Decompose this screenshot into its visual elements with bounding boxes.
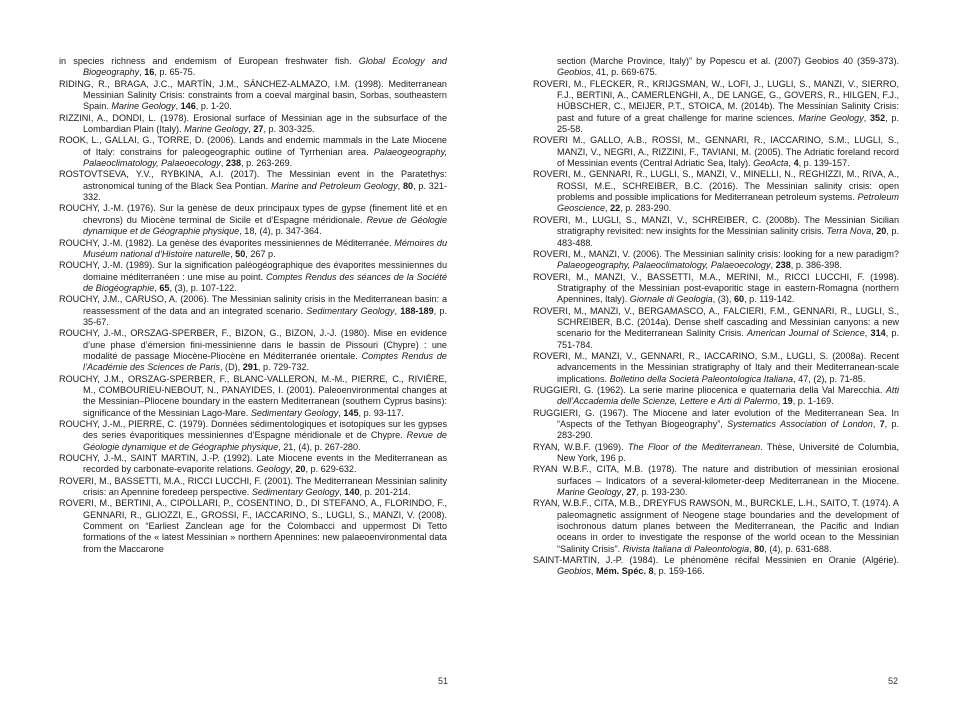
reference-volume: 19 [782,396,793,407]
reference-separator: , [871,226,877,237]
reference-volume: 238 [225,158,242,169]
reference-volume: 291 [242,362,258,373]
reference-journal: Geobios [557,566,591,577]
reference-separator: , [788,158,794,169]
reference-details: , (3), [712,294,734,305]
reference-authors-title: ROVERI, M., LUGLI, S., MANZI, V., SCHREIBER, C. (2008b). The Messinian Sicilian stratigraphy revisited: new insights for the Messinian salinity crisis. [533,214,899,237]
reference-separator: , [770,260,776,271]
reference-volume: 16 [144,67,155,78]
reference-authors-title: section (Marche Province, Italy)” by Popescu et al. (2007) Geobios 40 (359-373). [557,56,899,66]
reference-volume: 188-189 [400,305,434,316]
reference-details: , p. 193-230. [636,487,688,498]
reference-details: , (4), p. 631-688. [764,543,832,554]
reference-authors-title: SAINT-MARTIN, J.-P. (1984). Le phénomène récifal Messinien en Oranie (Algérie). [533,555,899,566]
reference-entry [59,135,447,169]
reference-journal: Geology [256,464,291,475]
reference-pages: , p. 729-732. [257,362,309,373]
reference-volume: 80 [754,543,765,554]
reference-separator: , [590,566,596,577]
reference-details: , p. 321-332. [83,180,447,203]
reference-volume: 60 [733,294,745,305]
reference-entry [59,238,447,261]
reference-volume: 65 [159,282,170,293]
reference-entry [59,453,447,476]
reference-journal: Marine and Petroleum Geology [270,180,398,191]
reference-entry [533,56,899,79]
right-reference-list [533,56,899,578]
reference-separator: , [605,203,611,214]
reference-journal: Marine Geology [557,487,622,498]
reference-authors-title: ROVERI, M., BASSETTI, M.A., RICCI LUCCHI, F. (2001). The Mediterranean Messinian salinity crisis: an Apennine foredeep perspective. [59,475,447,498]
reference-separator: , [621,487,627,498]
reference-entry [59,476,447,499]
reference-authors-title: ROVERI, M., GENNARI, R., LUGLI, S., MANZI, V., MINELLI, N., REGHIZZI, M., RIVA, A., ROSSI, M.E., SCHREIBER, B.C. (2016). The Messinian salinity crisis: open problems and possible implications for Mediterranean petroleum systems. [533,169,899,203]
reference-journal: Palaeogeography, Palaeoclimatology, Palaeoecology [557,260,771,271]
reference-entry [533,442,899,465]
reference-journal: The Floor of the Mediterranean [627,441,761,452]
reference-separator: , [872,419,880,429]
reference-pages: , p. 119-142. [744,294,795,305]
reference-authors-title: ROVERI M., GALLO, A.B., ROSSI, M., GENNARI, R., IACCARINO, S.M., LUGLI, S., MANZI, V., NEGRI, A., RIZZINI, F., TAVIANI, M. (2005). The Adriatic foreland record of Messinian events (Central Adriatic Sea, Italy). [533,135,899,169]
reference-entry [59,419,447,453]
reference-authors-title: ROUCHY, J.M., CARUSO, A. (2006). The Messinian salinity crisis in the Mediterranean basin: a reassessment of the data and an integrated scenario. [59,294,447,316]
reference-details: , p. 139-157. [798,158,850,169]
reference-authors-title: ROSTOVTSEVA, Y.V., RYBKINA, A.I. (2017). The Messinian event in the Paratethys: astronomical tuning of the Black Sea Pontian. [59,169,447,191]
reference-journal: Atti dell’Accademia delle Scienze, Lettere e Arti di Palermo [557,384,899,407]
reference-separator: , [175,101,181,112]
reference-entry [533,306,899,351]
reference-journal: Global Ecology and Biogeography [83,56,447,78]
reference-details: , p. 159-166. [653,566,705,577]
reference-volume: 20 [876,226,887,237]
reference-volume: 352 [870,112,886,123]
reference-authors-title: ROVERI, M., FLECKER, R., KRIJGSMAN, W., LOFI, J., LUGLI, S., MANZI, V., SIERRO, F.J., BERTINI, A., CAMERLENGHI, A., DE LANGE, G., GOVERS, R., HILGEN, F.J., HÜBSCHER, C., MEIJER, P.T., STOICA, M. (2014b). The Messinian Salinity Crisis: past and future of a great challenge for marine sciences. [533,78,899,123]
reference-volume: 146 [180,101,196,112]
reference-separator: , [864,328,871,339]
reference-entry [59,203,447,237]
reference-separator: , [220,158,226,169]
reference-entry [533,464,899,498]
reference-details: , p. 283-290. [620,203,672,214]
reference-details: , p. 283-290. [557,419,899,441]
reference-entry [59,169,447,203]
reference-separator: , [339,487,345,498]
reference-authors-title: ROVERI, M., MANZI, V. (2006). The Messinian salinity crisis: looking for a new paradigm? [533,248,899,259]
reference-journal: American Journal of Science [747,328,865,339]
reference-authors-title: ROVERI, M., MANZI, V., BERGAMASCO, A., FALCIERI, F.M., GENNARI, R., LUGLI, S., SCHREIBER, B.C. (2014a). Dense shelf cascading and Messinian canyons: a new scenario for the Mediterranean Salinity Crisis. [533,305,899,339]
right-page [480,0,960,720]
reference-entry [533,498,899,555]
reference-journal: Bolletino della Società Paleontologica Italiana [609,373,794,384]
reference-journal: Sedimentary Geology [250,407,339,418]
reference-separator: , [394,305,401,316]
reference-entry [533,351,899,385]
reference-volume: 140 [344,487,360,498]
reference-volume: 80 [402,180,414,191]
reference-entry [59,498,447,555]
reference-volume: 145 [343,407,359,418]
reference-authors-title: RUGGIERI, G. (1967). The Miocene and later evolution of the Mediterranean Sea. In “Aspects of the Tethyan Biogeography”, [533,407,899,429]
reference-entry [59,374,447,419]
reference-authors-title: ROOK, L., GALLAI, G., TORRE, D. (2006). Lands and endemic mammals in the Late Miocene of Italy: constrains for paleogeographic outline of Tyrrhenian area. [59,135,447,157]
reference-authors-title: RIDING, R., BRAGA, J.C., MARTÍN, J.M., SÁNCHEZ-ALMAZO, I.M. (1998). Mediterranean Messinian Salinity Crisis: constraints from a coeval marginal basin, Sorbas, southeastern Spain. [59,78,447,112]
reference-entry [533,385,899,408]
reference-entry [533,272,899,306]
reference-journal: Marine Geology [798,112,864,123]
reference-details: , 41, p. 669-675. [590,67,658,78]
reference-volume: 22 [610,203,621,214]
reference-details: , (D), [219,362,243,373]
reference-authors-title: ROVERI, M., MANZI, V., BASSETTI, M.A., MERINI, M., RICCI LUCCHI, F. (1998). Stratigraphy of the Messinian post-evaporitic stage in eastern-Romagna (northern Apennines, Italy). [533,271,899,305]
right-page-number: 52 [888,676,899,686]
reference-authors-title: RUGGIERI, G. (1962). La serie marine pliocenica e quaternaria della Val Marecchia. [533,384,886,395]
reference-entry [533,79,899,136]
reference-separator: , [290,464,296,475]
reference-entry [533,249,899,272]
reference-separator: , [749,543,755,554]
reference-separator: , [248,124,254,135]
reference-authors-title: ROUCHY, J.-M., PIERRE, C. (1979). Données sédimentologiques et isotopiques sur les gypses des series évaporitiques messiniennes d’Espagne méridionale et de Chypre. [59,419,447,441]
reference-separator: , [338,407,344,418]
reference-entry [59,79,447,113]
reference-authors-title: ROUCHY, J.-M., SAINT MARTIN, J.-P. (1992). Late Miocene events in the Mediterranean as recorded by carbonate-evaporite relations. [59,453,447,475]
reference-entry [59,328,447,373]
reference-details: , 18, (4), p. 347-364. [239,226,322,237]
reference-journal: Palaeogeography, Palaeoclimatology, Palaeoecology [83,146,447,169]
reference-separator: , [154,282,160,293]
reference-volume: 4 [793,158,799,169]
reference-details: , p. 65-75. [154,67,196,78]
reference-authors-title: ROUCHY, J.-M. (1976). Sur la genèse de deux principaux types de gypse (finement lité et en chevrons) du Miocène terminal de Sicile et d’Espagne méridionale. [59,203,447,225]
reference-details: . Thèse, Université de Columbia, New York, 196 p. [557,441,899,464]
reference-volume: 27 [253,124,264,135]
reference-authors-title: RYAN, W.B.F. (1969). [533,441,628,452]
reference-journal: Revue de Géologie dynamique et de Géographie physique [83,214,447,237]
reference-details: , p. 483-488. [557,226,900,248]
reference-details: , p. 751-784. [557,328,900,350]
reference-authors-title: ROUCHY, J.-M. (1982). La genèse des évaporites messiniennes de Méditerranée. [59,237,395,248]
reference-volume: 314 [870,328,886,339]
reference-journal: Mémoires du Muséum national d’Histoire naturelle [83,237,448,259]
reference-journal: Systematics Association of London [727,419,873,429]
reference-journal: Comptes Rendus des séances de la Société de Biogéographie [83,271,447,293]
reference-separator: , [863,112,870,123]
reference-authors-title: ROVERI, M., MANZI, V., GENNARI, R., IACCARINO, S.M., LUGLI, S. (2008a). Recent advancements in the Messinian stratigraphy of Italy and their Mediterranean-scale implications. [533,350,899,384]
reference-journal: Sedimentary Geology [251,487,340,498]
reference-authors-title: RYAN W.B.F., CITA, M.B. (1978). The nature and distribution of messinian erosional surfaces – Indicators of a several-kilometer-deep Mediterranean in the Miocene. [533,464,899,486]
reference-details: , (3), p. 107-122. [169,282,237,293]
reference-entry [59,294,447,328]
left-reference-list [59,56,447,555]
reference-journal: Sedimentary Geology [306,305,395,316]
reference-entry [533,215,899,249]
left-page-number: 51 [438,676,449,686]
reference-journal: Giornale di Geologia [629,294,713,305]
reference-journal: GeoActa [753,158,789,169]
reference-volume: 50 [235,248,246,259]
reference-entry [59,113,447,136]
reference-entry [533,169,899,214]
reference-journal: Rivista Italiana di Paleontologia [622,543,750,554]
reference-separator: , [777,396,783,407]
reference-volume: Mém. Spéc. 8 [595,566,654,577]
reference-journal: Marine Geology [184,124,249,135]
reference-entry [59,56,447,79]
reference-authors-title: RYAN, W.B.F., CITA, M.B., DREYFUS RAWSON, M., BURCKLE, L.H., SAITO, T. (1974). A paleomagnetic assignment of Neogene stage boundaries and the development of isochronous datum planes between the Mediterranean, the Pacific and Indian oceans in order to investigate the response of the world ocean to the Messinian “Salinity Crisis”. [533,498,899,554]
reference-details: , p. 263-269. [241,158,293,169]
reference-details: , p. 386-398. [790,260,842,271]
reference-volume: 238 [775,260,791,271]
reference-authors-title: RIZZINI, A., DONDI, L. (1978). Erosional surface of Messinian age in the subsurface of the Lombardian Plain (Italy). [59,112,447,135]
reference-separator: , [139,67,145,78]
reference-details: , p. 25-58. [557,112,900,135]
reference-details: , p. 35-67. [83,305,447,327]
reference-details: , 267 p. [245,248,276,259]
reference-journal: Marine Geology [111,101,176,112]
reference-entry [533,555,899,578]
reference-details: , 21, (4), p. 267-280. [278,441,361,452]
reference-authors-title: in species richness and endemism of European freshwater fish. [59,56,359,66]
reference-details: , p. 1-20. [195,101,232,112]
reference-details: , p. 629-632. [305,464,357,475]
reference-entry [533,135,899,169]
reference-journal: Terra Nova [826,226,872,237]
reference-details: , 47, (2), p. 71-85. [793,373,866,384]
reference-authors-title: ROVERI, M., BERTINI, A., CIPOLLARI, P., COSENTINO, D., DI STEFANO, A., FLORINDO, F., GENNARI, R., GLIOZZI, E., GROSSI, F., IACCARINO, S., LUGLI, S., MANZI, V. (2008). Comment on “Earliest Zanclean age for the Colombacci and uppermost Di Tetto formations of the « latest Messinian » northern Apennines: new palaeoenvironmental data from the Maccarone [59,498,447,554]
reference-journal: Comptes Rendus de l’Académie des Sciences de Paris [83,350,447,373]
reference-details: , p. 201-214. [359,487,411,498]
reference-journal: Revue de Géologie dynamique et de Géographie physique [83,430,447,452]
reference-entry [533,408,899,442]
reference-details: , p. 1-169. [792,396,834,407]
reference-volume: 27 [626,487,637,498]
reference-journal: Geobios [557,67,591,78]
reference-journal: Petroleum Geoscience [557,192,899,214]
reference-separator: , [397,180,403,191]
reference-separator: , [230,248,236,259]
reference-volume: 20 [295,464,306,475]
reference-authors-title: ROUCHY, J.-M. (1989). Sur la signification paléogéographique des évaporites messiniennes du domaine méditerranéen : une mise au point. [59,260,447,282]
reference-details: , p. 303-325. [263,124,315,135]
reference-details: , p. 93-117. [358,407,404,418]
reference-authors-title: ROUCHY, J.M., ORSZAG-SPERBER, F., BLANC-VALLERON, M.-M., PIERRE, C., RIVIÈRE, M., COMBOURIEU-NEBOUT, N., PANAYIDES, I. (2001). Paleoenvironmental changes at the Messinian–Pliocene boundary in the eastern Mediterranean (southern Cyprus basins): significance of the Messinian Lago-Mare. [59,373,447,418]
reference-entry [59,260,447,294]
reference-authors-title: ROUCHY, J.-M., ORSZAG-SPERBER, F., BIZON, G., BIZON, J.-J. (1980). Mise en evidence d’une phase d’émersion fini-messinienne dans le bassin de Pissouri (Chypre) : une modalité de passage Miocène-Pliocène en Méditerranée orientale. [59,328,447,361]
reference-volume: 7 [879,419,885,429]
